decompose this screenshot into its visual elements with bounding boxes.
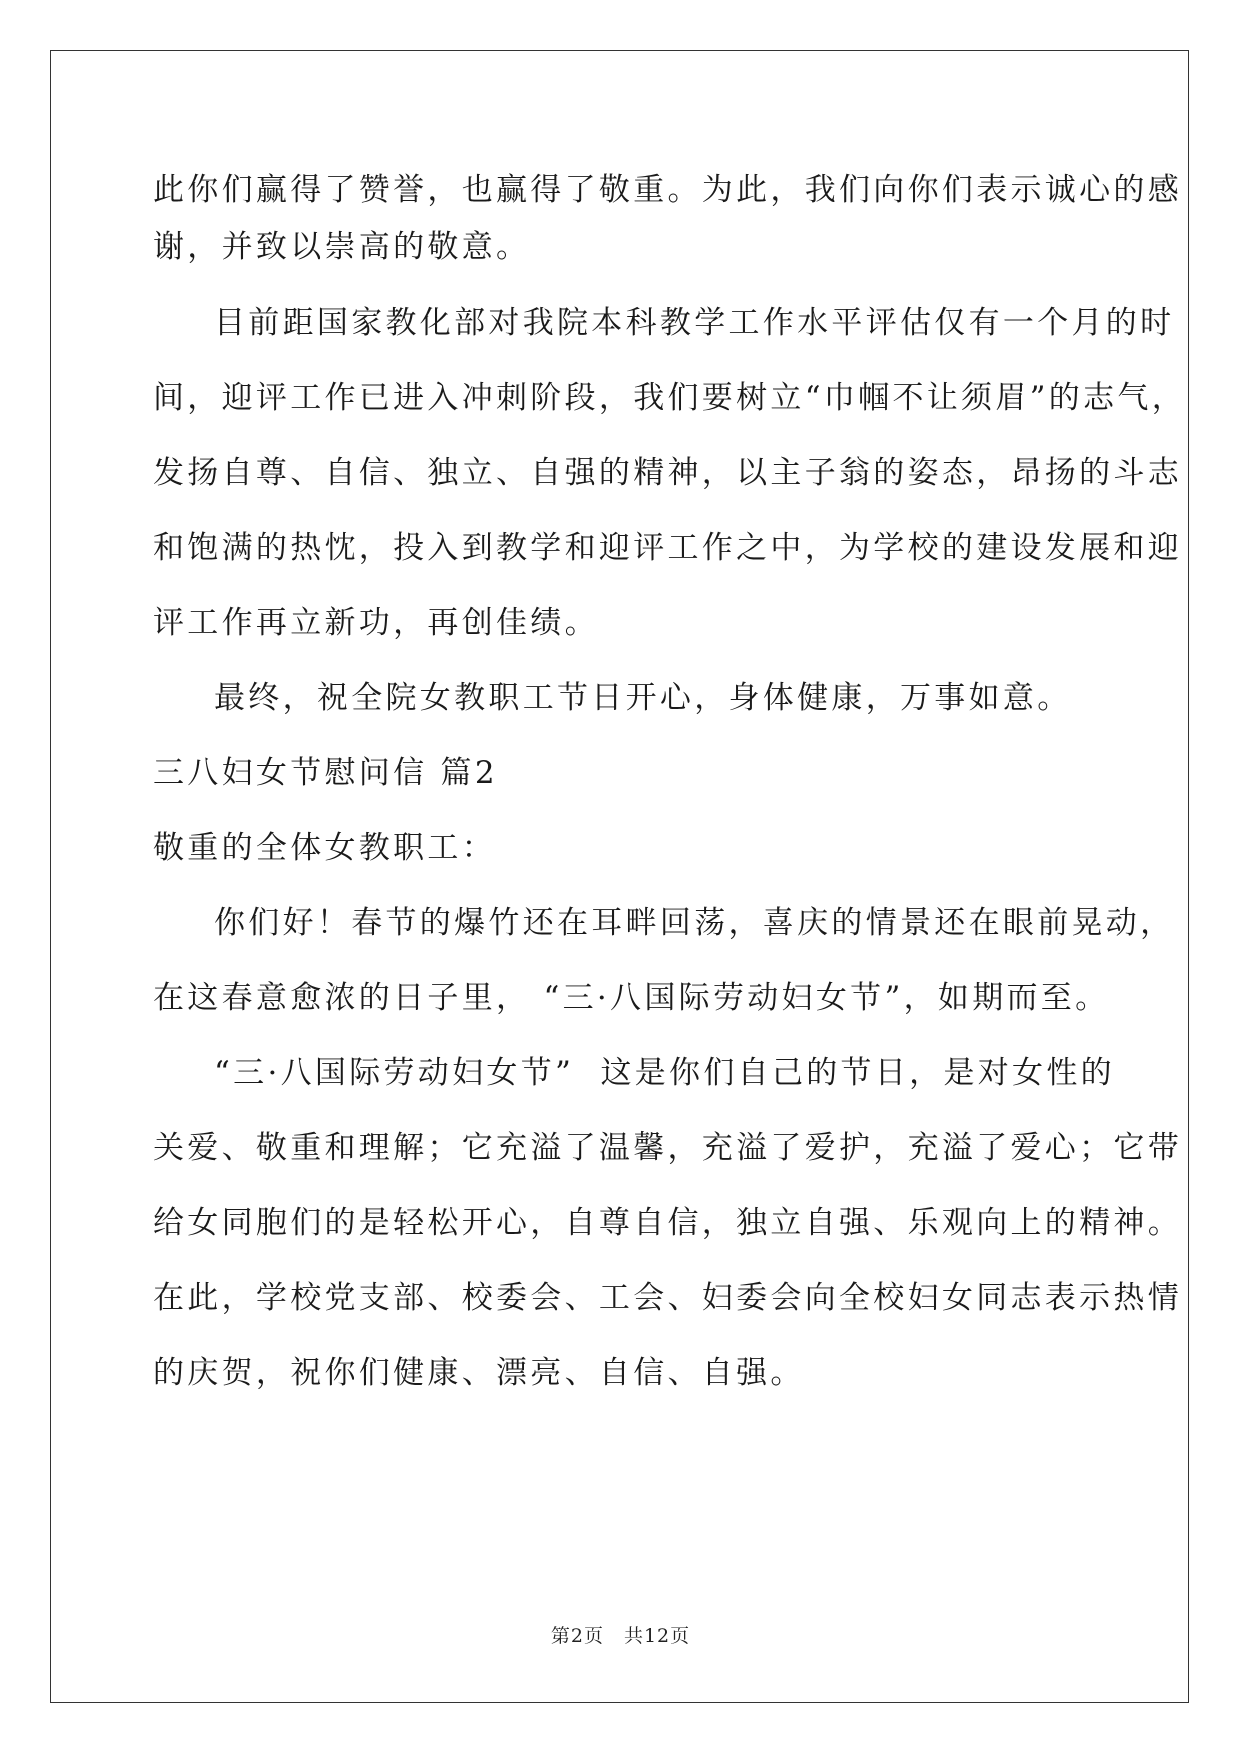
text-line: 和饱满的热忱，投入到教学和迎评工作之中，为学校的建设发展和迎: [153, 530, 1182, 566]
text-line: 评工作再立新功，再创佳绩。: [153, 605, 599, 641]
salutation: 敬重的全体女教职工：: [153, 830, 496, 866]
text-line: 谢，并致以崇高的敬意。: [153, 229, 531, 265]
paragraph-first-line: 目前距国家教化部对我院本科教学工作水平评估仅有一个月的时: [214, 305, 1175, 341]
text-line: 的庆贺，祝你们健康、漂亮、自信、自强。: [153, 1355, 805, 1391]
text-line: 在此，学校党支部、校委会、工会、妇委会向全校妇女同志表示热情: [153, 1280, 1182, 1316]
paragraph-first-line: 你们好！春节的爆竹还在耳畔回荡，喜庆的情景还在眼前晃动，: [214, 905, 1175, 941]
text-line: 间，迎评工作已进入冲刺阶段，我们要树立“巾帼不让须眉”的志气，: [153, 380, 1186, 416]
text-line: 给女同胞们的是轻松开心，自尊自信，独立自强、乐观向上的精神。: [153, 1205, 1182, 1241]
text-line: 此你们赢得了赞誉，也赢得了敬重。为此，我们向你们表示诚心的感: [153, 172, 1182, 208]
paragraph-first-line: “三·八国际劳动妇女节” 这是你们自己的节日，是对女性的: [214, 1055, 1115, 1091]
text-line: 在这春意愈浓的日子里， “三·八国际劳动妇女节”，如期而至。: [153, 980, 1110, 1016]
paragraph-first-line: 最终，祝全院女教职工节日开心，身体健康，万事如意。: [214, 680, 1072, 716]
page-number-footer: 第2页 共12页: [550, 1625, 691, 1647]
text-line: 发扬自尊、自信、独立、自强的精神，以主子翁的姿态，昂扬的斗志: [153, 455, 1182, 491]
text-line: 关爱、敬重和理解；它充溢了温馨，充溢了爱护，充溢了爱心；它带: [153, 1130, 1182, 1166]
section-title: 三八妇女节慰问信 篇2: [153, 755, 498, 791]
page-border: [50, 50, 1189, 1703]
